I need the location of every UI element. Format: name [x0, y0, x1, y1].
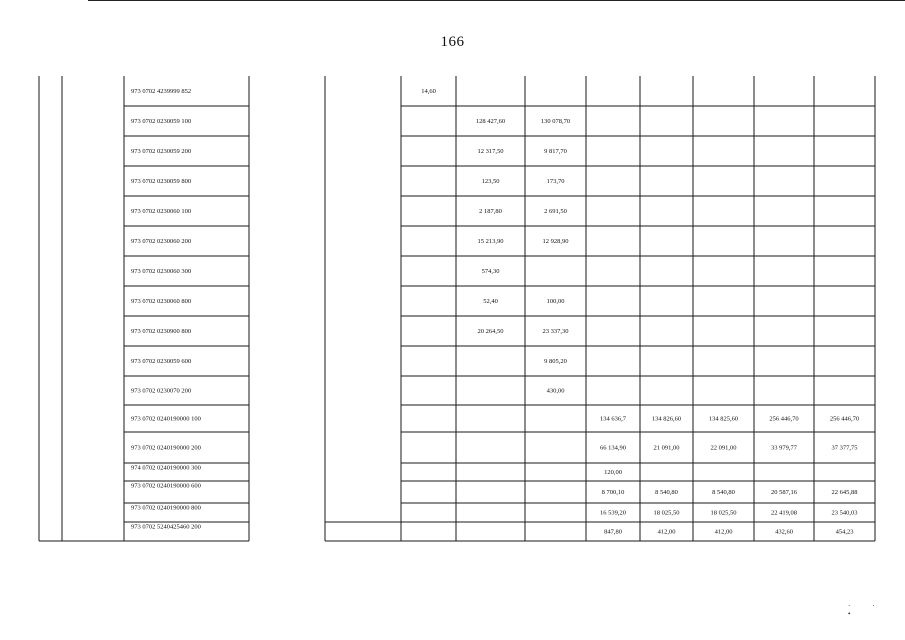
cell-value: 20 264,50 — [477, 328, 504, 335]
cell-value: 37 377,75 — [831, 444, 858, 452]
cell-value: 412,00 — [714, 528, 733, 536]
cell-value: 12 928,90 — [542, 238, 569, 245]
cell-value: 23 540,03 — [831, 509, 858, 517]
cell-value: 12 317,50 — [477, 148, 504, 155]
cell-value: 16 539,20 — [600, 509, 626, 517]
row-code: 973 0702 0230070 200 — [131, 387, 192, 395]
cell-value: 9 805,20 — [544, 358, 567, 365]
cell-value: 21 091,00 — [653, 444, 680, 452]
cell-value: 52,40 — [483, 298, 498, 305]
row-code: 973 0702 0230060 100 — [131, 208, 192, 215]
cell-value: 123,50 — [481, 178, 500, 185]
row-code: 973 0702 0230060 300 — [131, 268, 192, 275]
page-number: 166 — [440, 34, 465, 50]
cell-value: 454,23 — [835, 528, 854, 536]
cell-value: 430,00 — [546, 387, 565, 395]
row-code: 973 0702 0240190000 800 — [131, 504, 201, 512]
bottom-marks: ·· • — [848, 602, 897, 618]
cell-value: 256 446,70 — [769, 415, 799, 423]
row-code: 973 0702 0240190000 200 — [131, 444, 201, 452]
cell-value: 847,80 — [604, 528, 622, 536]
row-code: 973 0702 5240425460 200 — [131, 523, 201, 531]
cell-value: 22 645,88 — [831, 489, 858, 496]
row-code: 973 0702 0230060 800 — [131, 298, 192, 305]
row-code: 973 0702 0230059 100 — [131, 118, 192, 125]
row-code: 973 0702 0230059 200 — [131, 148, 192, 155]
row-code: 973 0702 0230060 200 — [131, 238, 192, 245]
cell-value: 18 025,50 — [653, 509, 680, 517]
cell-value: 432,60 — [775, 528, 793, 536]
cell-value: 2 691,50 — [544, 208, 567, 215]
cell-value: 256 446,70 — [829, 415, 860, 423]
cell-value: 66 134,90 — [600, 444, 626, 452]
cell-value: 100,00 — [546, 298, 565, 305]
cell-value: 2 187,80 — [479, 208, 502, 215]
row-code: 973 0702 0230059 800 — [131, 178, 192, 185]
row-code: 973 0702 0240190000 100 — [131, 415, 201, 423]
cell-value: 9 817,70 — [544, 148, 567, 155]
cell-value: 173,70 — [546, 178, 565, 185]
row-code: 973 0702 0230900 800 — [131, 328, 192, 335]
row-code: 973 0702 0240190000 600 — [131, 482, 201, 490]
cell-value: 8 700,10 — [601, 489, 625, 496]
cell-value: 412,00 — [657, 528, 676, 536]
cell-value: 14,60 — [421, 88, 436, 95]
cell-value: 134 826,60 — [651, 415, 682, 423]
cell-value: 574,30 — [481, 268, 500, 275]
cell-value: 18 025,50 — [710, 509, 737, 517]
cell-value: 8 540,80 — [712, 489, 735, 496]
cell-value: 22 419,08 — [771, 509, 797, 517]
row-code: 973 0702 0230059 600 — [131, 358, 192, 365]
cell-value: 120,00 — [604, 469, 622, 476]
row-code: 974 0702 0240190000 300 — [131, 464, 201, 472]
cell-value: 8 540,80 — [655, 489, 678, 496]
cell-value: 15 213,90 — [477, 238, 504, 245]
cell-value: 33 979,77 — [771, 444, 797, 452]
cell-value: 20 587,16 — [771, 489, 797, 496]
row-code: 973 0702 4239999 852 — [131, 88, 192, 95]
cell-value: 128 427,60 — [475, 118, 506, 125]
cell-value: 23 337,30 — [542, 328, 569, 335]
cell-value: 130 078,70 — [540, 118, 571, 125]
cell-value: 134 825,60 — [708, 415, 739, 423]
cell-value: 134 636,7 — [600, 415, 626, 423]
cell-value: 22 091,00 — [710, 444, 737, 452]
